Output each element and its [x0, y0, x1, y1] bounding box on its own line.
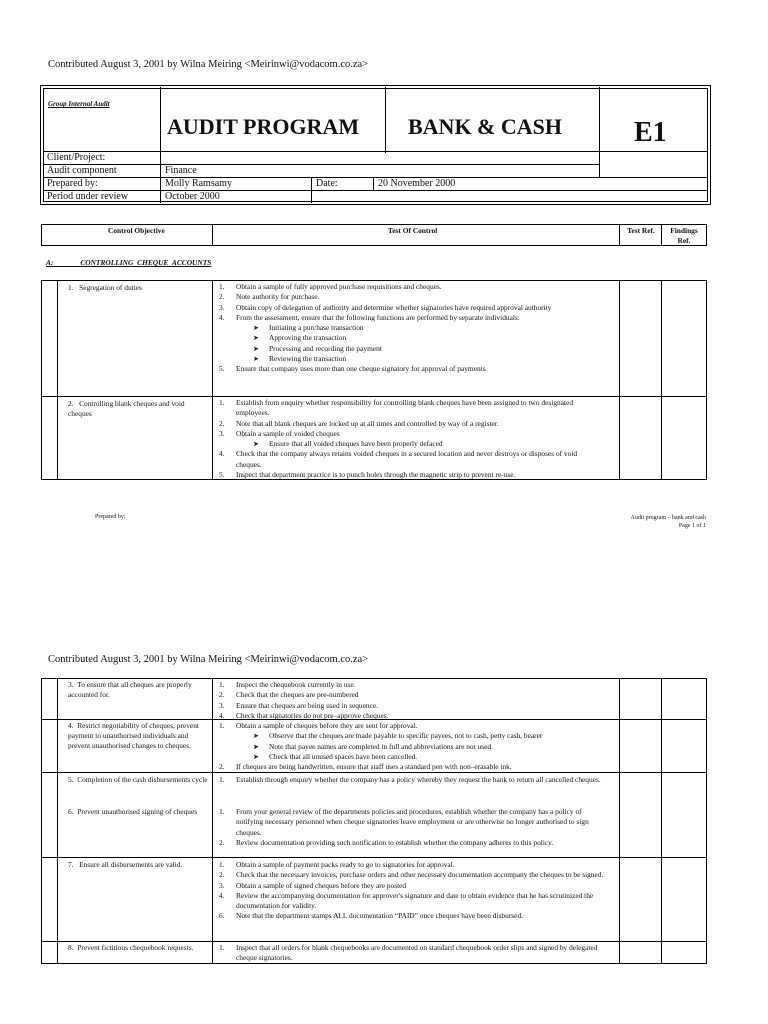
period-label: Period under review — [47, 191, 129, 202]
date-value: 20 November 2000 — [378, 178, 456, 189]
list-item: ➤ Initiating a purchase transaction — [253, 323, 594, 333]
contributed-note: Contributed August 3, 2001 by Wilna Meiring <Meirinwi@vodacom.co.za> — [48, 59, 369, 70]
column-test-ref: Test Ref. — [627, 226, 655, 235]
list-item: 5. Completion of the cash disbursements cycle — [68, 775, 208, 784]
list-item: 4. Restrict negotiability of cheques, prevent payment to unauthorised individuals and prevent unauthorised changes to cheques. — [68, 721, 199, 750]
list-item: 7. Ensure all disbursements are valid. — [68, 860, 183, 869]
prepared-label: Prepared by: — [47, 178, 98, 189]
period-value: October 2000 — [165, 191, 220, 202]
component-value: Finance — [165, 165, 197, 176]
list-item: ➤ Processing and recording the payment — [253, 344, 594, 354]
list-item: ➤ Observe that the cheques are made payable to specific payees, not to cash, petty cash, bearer — [253, 731, 609, 741]
list-item: 3. To ensure that all cheques are properly accounted for. — [68, 680, 192, 699]
column-findings-ref: Findings Ref. — [670, 226, 698, 245]
client-label: Client/Project: — [47, 152, 106, 163]
list-item: ➤ Note that payee names are completed in full and abbreviations are not used — [253, 742, 609, 752]
subject-title: BANK & CASH — [408, 114, 563, 139]
program-title: AUDIT PROGRAM — [167, 114, 360, 139]
test-list: 1. Inspect the chequebook currently in use. 2. Check that the cheques are pre-numbered 3. Ensure that cheques are being used in sequence. 4. Check that signatories do not pre–approve cheques. — [219, 680, 389, 720]
test-list: 1. Establish through enquiry whether the company has a policy whereby they request the bank to return all cancelled cheques. — [219, 775, 601, 784]
test-list: 1. Obtain a sample of payment packs ready to go to signatories for approval. 2. Check that the necessary invoices, purchase orders and other necessary documentation accompany the cheques to be signed. 3. Obtain a sample of signed cheques before they are posted 4. Review the accompanying documentation for approver's signature and date to obtain evidence that he has scrutinized the documentation for validity. 6. Note that the department stamps ALL documentation “PAID” once cheques have been disbursed. — [219, 860, 604, 921]
component-label: Audit component — [47, 165, 117, 176]
list-item: ➤ Ensure that all voided cheques have been properly defaced — [253, 439, 594, 449]
program-code: E1 — [634, 117, 667, 148]
section-a-heading: A: CONTROLLING CHEQUE ACCOUNTS — [46, 258, 212, 267]
group-label: Group Internal Audit — [48, 100, 110, 108]
test-list: 1. Obtain a sample of fully approved purchase requisitions and cheques. 2. Note authority for purchase. 3. Obtain copy of delegation of authority and determine whether signatories have required approval authority 4. From the assessment, ensure that the following functions are performed by separate individuals: ➤ Initiating a purchase transaction ➤ Approving the transaction ➤ Processing and recording the payment ➤ Reviewing the transaction 5. Ensure that company uses more than one cheque signatory for approval of payments — [219, 282, 594, 375]
test-list: 1. Obtain a sample of cheques before they are sent for approval. ➤ Observe that the cheques are made payable to specific payees, not to cash, petty cash, bearer ➤ Note that payee names are completed in full and abbreviations are not used ➤ Check that all unused spaces have been cancelled. 2. If cheques are being handwritten, ensure that staff uses a standard pen with non–erasable ink. — [219, 721, 609, 772]
list-item: ➤ Reviewing the transaction — [253, 354, 594, 364]
footer-title: Audit program – bank and cash Page 1 of 1 — [630, 515, 706, 529]
contributed-note-2: Contributed August 3, 2001 by Wilna Meiring <Meirinwi@vodacom.co.za> — [48, 654, 369, 665]
date-label: Date: — [316, 178, 338, 189]
test-list: 1. From your general review of the departments policies and procedures, establish whether the company has a policy of notifying necessary personnel when cheque signatories leave employment or are otherwise no longer authorised to sign cheques. 2. Review documentation providing such notification to establish whether the company adheres to this policy. — [219, 807, 589, 847]
list-item: 6. Prevent unauthorised signing of cheques — [68, 807, 198, 816]
audit-header-box — [40, 85, 711, 205]
list-item: 1. Segregation of duties — [68, 283, 142, 292]
prepared-value: Molly Ramsamy — [165, 178, 232, 189]
test-list: 1. Establish from enquiry whether responsibility for controlling blank cheques have been assigned to two designated employees. 2. Note that all blank cheques are locked up at all times and controlled by way of a register. 3. Obtain a sample of voided cheques ➤ Ensure that all voided cheques have been properly defaced 4. Check that the company always retains voided cheques in a secured location and never destroys or disposes of void cheques. 5. Inspect that department practice is to punch holes through the magnetic strip to prevent re-use. — [219, 398, 594, 480]
list-item: 8. Prevent fictitious chequebook requests. — [68, 943, 194, 952]
test-list: 1. Inspect that all orders for blank chequebooks are documented on standard chequebook order slips and signed by delegated cheque signatories. — [219, 943, 598, 963]
footer-prepared: Prepared by: — [95, 514, 126, 520]
column-test: Test Of Control — [388, 226, 438, 235]
list-item: ➤ Approving the transaction — [253, 333, 594, 343]
list-item: ➤ Check that all unused spaces have been cancelled. — [253, 752, 609, 762]
column-objective: Control Objective — [108, 226, 165, 235]
list-item: 2. Controlling blank cheques and void cheques — [68, 399, 185, 418]
